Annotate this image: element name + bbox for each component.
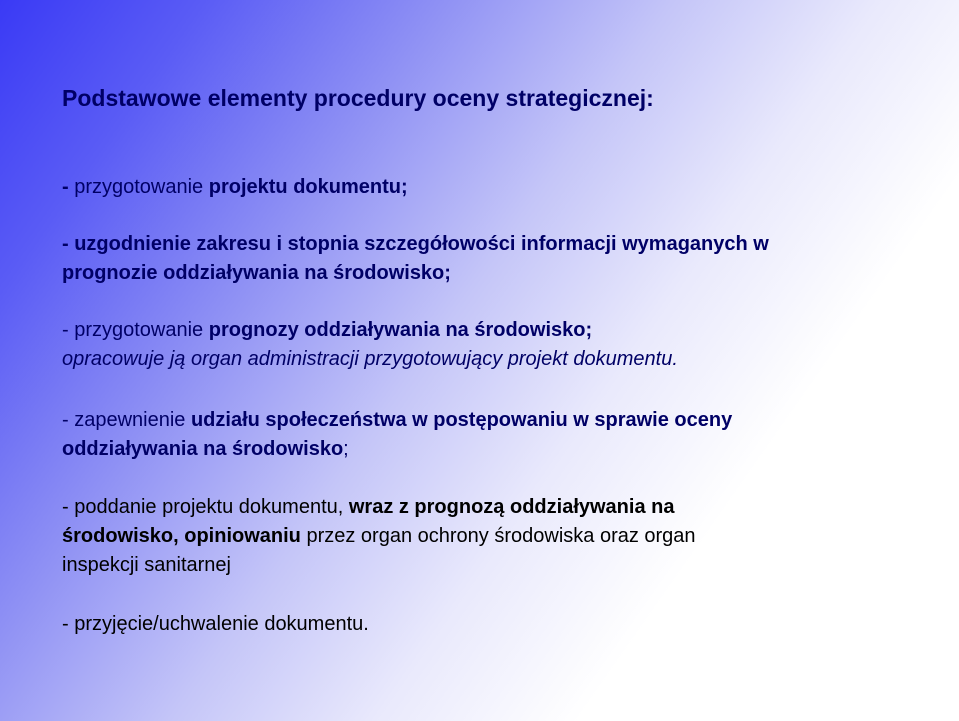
slide-title: Podstawowe elementy procedury oceny strategicznej: [62, 85, 654, 111]
procedure-item-prepare-draft [62, 173, 408, 202]
item-text-run: przygotowanie [74, 176, 209, 198]
item-line [62, 406, 732, 435]
item-text-run: - uzgodnienie zakresu i stopnia szczegółowości informacji wymaganych w [62, 233, 769, 255]
item-line [62, 493, 696, 522]
item-line [62, 173, 408, 202]
item-text-run: wraz z prognozą oddziaływania na [348, 496, 675, 518]
procedure-item-agree-scope [62, 230, 769, 288]
item-line [62, 522, 696, 551]
item-text-run: udziału społeczeństwa w postępowaniu w sprawie oceny [190, 409, 733, 431]
procedure-item-submit-for-opinion [62, 493, 696, 580]
procedure-item-public-participation [62, 406, 732, 464]
item-text-run: ; [343, 438, 349, 460]
item-line [62, 230, 769, 259]
item-text-run: inspekcji sanitarnej [62, 554, 231, 576]
item-line [62, 316, 678, 345]
item-text-run: - przygotowanie [62, 319, 209, 341]
item-text-run: środowisko, opiniowaniu [62, 525, 301, 547]
item-line [62, 345, 678, 374]
item-line [62, 551, 696, 580]
item-line [62, 435, 732, 464]
item-text-run: - [62, 176, 75, 198]
item-text-run: - przyjęcie/uchwalenie dokumentu. [62, 613, 369, 635]
item-text-run: przez organ ochrony środowiska oraz organ [300, 525, 696, 547]
procedure-item-adopt-document [62, 610, 369, 639]
procedure-item-prepare-forecast [62, 316, 678, 374]
item-text-run: - poddanie projektu dokumentu, [62, 496, 349, 518]
item-line [62, 259, 769, 288]
item-line [62, 610, 369, 639]
item-text-run: opracowuje ją organ administracji przygotowujący projekt dokumentu. [62, 348, 678, 370]
item-text-run: projektu dokumentu; [208, 176, 408, 198]
item-text-run: prognozie oddziaływania na środowisko; [62, 262, 451, 284]
item-text-run: prognozy oddziaływania na środowisko; [208, 319, 593, 341]
item-text-run: - zapewnienie [62, 409, 191, 431]
item-text-run: oddziaływania na środowisko [62, 438, 344, 460]
